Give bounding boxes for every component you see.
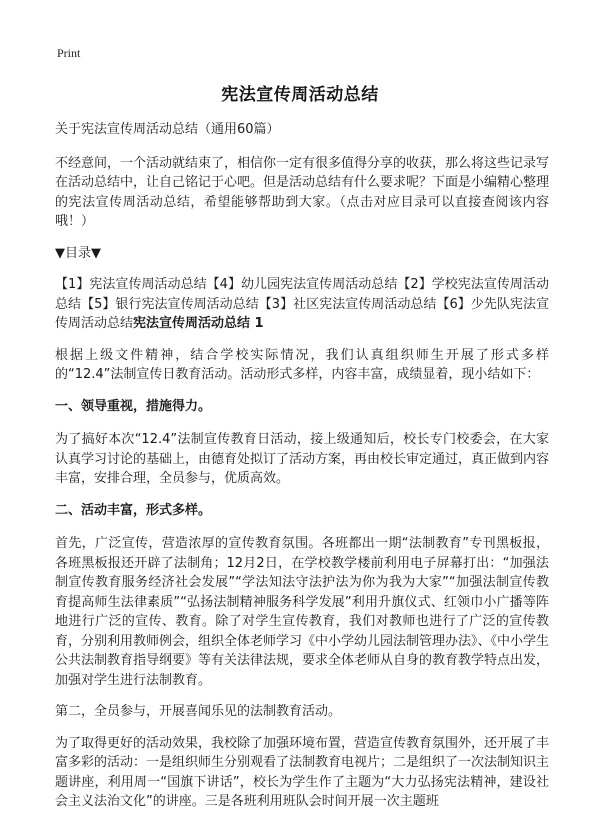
heading-activities: 二、活动丰富，形式多样。 xyxy=(55,502,212,518)
toc-link-1[interactable]: 【1】宪法宣传周活动总结 xyxy=(55,277,207,292)
article-body xyxy=(55,120,549,824)
article-subtitle: 关于宪法宣传周活动总结（通用60篇） xyxy=(55,122,280,137)
paragraph-2: 为了搞好本次“12.4”法制宣传教育日活动，接上级通知后，校长专门校委会，在大家认真学习讨论的基础上，由德育处拟订了活动方案，再由校长审定通过，真正做到内容丰富，安排合理，全员参与，优质高效。 xyxy=(55,432,550,486)
toc-link-5[interactable]: 【5】银行宪法宣传周活动总结 xyxy=(81,296,259,312)
toc-heading: ▼目录▼ xyxy=(55,245,101,261)
toc-link-4[interactable]: 【4】幼儿园宪法宣传周活动总结 xyxy=(206,277,398,292)
paragraph-4: 第二，全员参与，开展喜闻乐见的法制教育活动。 xyxy=(55,704,342,719)
paragraph-3: 首先，广泛宣传，营造浓厚的宣传教育氛围。各班都出一期“法制教育”专刊黑板报，各班黑板报还开辟了法制角；12月2日，在学校教学楼前利用电子屏幕打出：“加强法制宣传教育服务经济社会发展”“学法知法守法护法为你为我为大家”“加强法制宣传教育提高师生法律素质”“弘扬法制精神服务科学发展”利用升旗仪式、红领巾小广播等阵地进行广泛的宣传、教育。除了对学生宣传教育，我们对教师也进行了广泛的宣传教育，分别利用教师例会，组织全体老师学习《中小学幼儿园法制管理办法》、《中小学生公共法制教育指导纲要》等有关法律法规，要求全体老师从自身的教育教学特点出发，加强对学生进行法制教育。 xyxy=(55,536,550,688)
print-link[interactable]: Print xyxy=(57,46,81,60)
toc-link-2[interactable]: 【2】学校宪法宣传周活动总结 xyxy=(55,277,549,312)
intro-paragraph: 不经意间，一个活动就结束了，相信你一定有很多值得分享的收获，那么将这些记录写在活动总结中，让自己铭记于心吧。但是活动总结有什么要求呢？下面是小编精心整理的宪法宣传周活动总结，希望能够帮助到大家。（点击对应目录可以直接查阅该内容哦！） xyxy=(55,155,550,229)
heading-leadership: 一、领导重视，措施得力。 xyxy=(55,398,212,414)
paragraph-5: 为了取得更好的活动效果，我校除了加强环境布置，营造宣传教育氛围外，还开展了丰富多彩的活动：一是组织师生分别观看了法制教育电视片；二是组织了一次法制知识主题讲座，利用周一“国旗下讲话”，校长为学生作了主题为“大力弘扬宪法精神，建设社会主义法治文化”的讲座。三是各班利用班队会时间开展一次主题班 xyxy=(55,735,550,809)
table-of-contents xyxy=(55,275,549,334)
toc-link-6[interactable]: 【6】少先队宪法宣传周活动总结 xyxy=(55,296,549,331)
page-title: 宪法宣传周活动总结 xyxy=(221,85,379,105)
toc-link-3[interactable]: 【3】社区宪法宣传周活动总结 xyxy=(258,296,437,312)
paragraph-1: 根据上级文件精神，结合学校实际情况，我们认真组织师生开展了形式多样的“12.4”法制宣传日教育活动。活动形式多样，内容丰富，成绩显着，现小结如下： xyxy=(55,347,549,382)
section-title: 宪法宣传周活动总结 1 xyxy=(133,316,264,331)
